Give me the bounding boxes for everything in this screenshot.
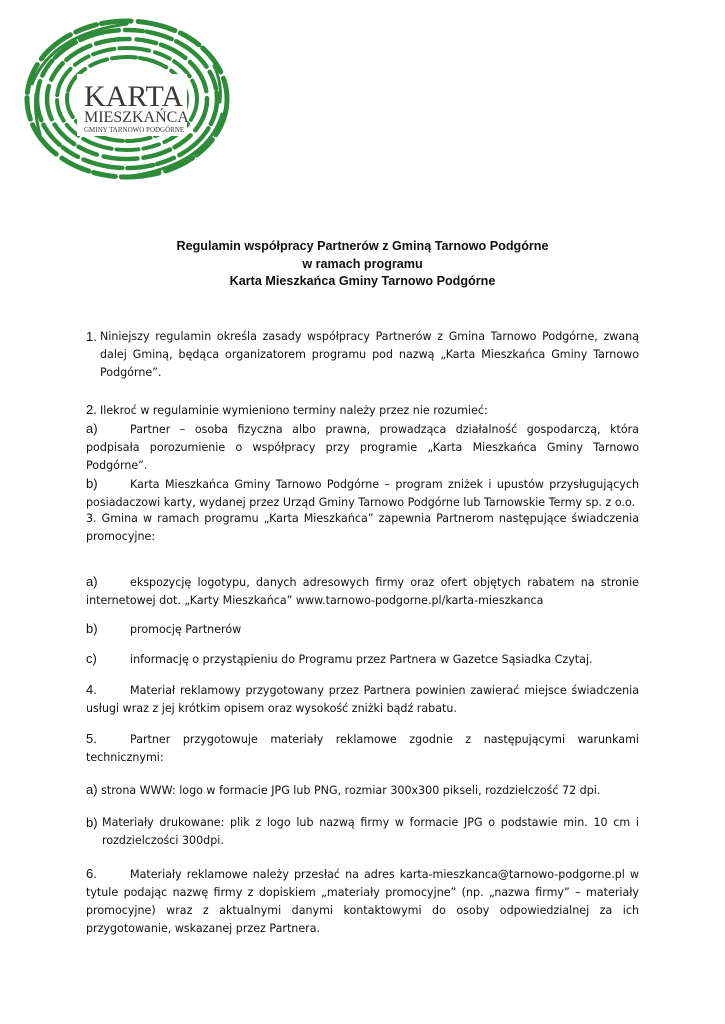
section-4-text: Materiał reklamowy przygotowany przez Partnera powinien zawierać miejsce świadczenia usługi wraz z jej krótkim opisem oraz wysokość zniżki bądź rabatu. bbox=[86, 684, 639, 715]
section-3-item-b bbox=[86, 620, 639, 639]
section-1-text: Niniejszy regulamin określa zasady współpracy Partnerów z Gmina Tarnowo Podgórne, zwaną dalej Gminą, będąca organizatorem programu pod nazwą „Karta Mieszkańca Gminy Tarnowo Podgórne”. bbox=[100, 330, 639, 379]
section-2-b-letter: b) bbox=[86, 476, 98, 491]
logo-mieszkanca-text: MIESZKAŃCA bbox=[84, 109, 189, 126]
section-5-number: 5. bbox=[86, 731, 97, 746]
title-line-3: Karta Mieszkańca Gminy Tarnowo Podgórne bbox=[229, 274, 496, 288]
karta-mieszkanca-logo bbox=[22, 14, 232, 184]
section-2-text: Ilekroć w regulaminie wymieniono terminy należy przez nie rozumieć: bbox=[100, 404, 488, 417]
title-line-1: Regulamin współpracy Partnerów z Gminą Tarnowo Podgórne bbox=[176, 239, 549, 253]
section-2-a-text: Partner – osoba fizyczna albo prawna, prowadząca działalność gospodarczą, która podpisała porozumienie o współpracy przy programie „Karta Mieszkańca Gminy Tarnowo Podgórne”. bbox=[86, 423, 639, 472]
section-3-text: 3. Gmina w ramach programu „Karta Mieszkańca” zapewnia Partnerom następujące świadczenia promocyjne: bbox=[86, 512, 639, 543]
section-5-text: Partner przygotowuje materiały reklamowe zgodnie z następującymi warunkami technicznymi: bbox=[86, 733, 639, 764]
section-3-a-text: ekspozycję logotypu, danych adresowych firmy oraz ofert objętych rabatem na stronie internetowej dot. „Karty Mieszkańca” www.tarnowo-podgorne.pl/karta-mieszkanca bbox=[86, 576, 639, 607]
section-2-a-letter: a) bbox=[86, 421, 98, 436]
section-2 bbox=[86, 401, 639, 512]
section-2-b-text: Karta Mieszkańca Gminy Tarnowo Podgórne – program zniżek i upustów przysługujących posiadaczowi karty, wydanej przez Urząd Gminy Tarnowo Podgórne lub Tarnowskie Termy sp. z o.o. bbox=[86, 478, 639, 509]
document-title bbox=[0, 238, 725, 291]
fingerprint-logo-graphic bbox=[22, 14, 232, 184]
section-5-a-text: strona WWW: logo w formacie JPG lub PNG, rozmiar 300x300 pikseli, rozdzielczość 72 dpi. bbox=[101, 784, 601, 797]
section-3-item-c bbox=[86, 650, 639, 669]
logo-karta-text: KARTA bbox=[84, 80, 184, 113]
logo-gmina-text: GMINY TARNOWO PODGÓRNE bbox=[84, 126, 185, 134]
section-5-item-a bbox=[86, 781, 639, 800]
section-1-number: 1. bbox=[86, 329, 97, 344]
section-3-b-text: promocję Partnerów bbox=[130, 623, 242, 636]
section-3-c-letter: c) bbox=[86, 651, 97, 666]
section-3-b-letter: b) bbox=[86, 621, 98, 636]
section-5-a-letter: a) bbox=[86, 782, 98, 797]
section-5 bbox=[86, 730, 639, 767]
section-3-c-text: informację o przystąpieniu do Programu przez Partnera w Gazetce Sąsiadka Czytaj. bbox=[130, 653, 593, 666]
title-line-2: w ramach programu bbox=[302, 256, 423, 271]
section-2-number: 2. bbox=[86, 402, 97, 417]
section-3-a-letter: a) bbox=[86, 574, 98, 589]
section-6-number: 6. bbox=[86, 866, 97, 881]
section-4-number: 4. bbox=[86, 682, 97, 697]
section-1 bbox=[86, 328, 639, 382]
section-4 bbox=[86, 681, 639, 718]
section-5-b-text: Materiały drukowane: plik z logo lub nazwą firmy w formacie JPG o podstawie min. 10 cm i rozdzielczości 300dpi. bbox=[102, 816, 639, 847]
section-2-item-a bbox=[86, 420, 639, 475]
section-6-text: Materiały reklamowe należy przesłać na adres karta-mieszkanca@tarnowo-podgorne.pl w tytule podając nazwę firmy z dopiskiem „materiały promocyjne” (np. „nazwa firmy” – materiały promocyjne) wraz z aktualnymi danymi kontaktowymi do osoby odpowiedzialnej za ich przygotowanie, wskazanej przez Partnera. bbox=[86, 868, 639, 935]
section-5-b-letter: b) bbox=[86, 815, 98, 830]
section-3 bbox=[86, 510, 639, 546]
section-5-item-b bbox=[86, 814, 639, 850]
section-2-item-b bbox=[86, 475, 639, 512]
section-6 bbox=[86, 865, 639, 938]
section-3-item-a bbox=[86, 573, 639, 610]
